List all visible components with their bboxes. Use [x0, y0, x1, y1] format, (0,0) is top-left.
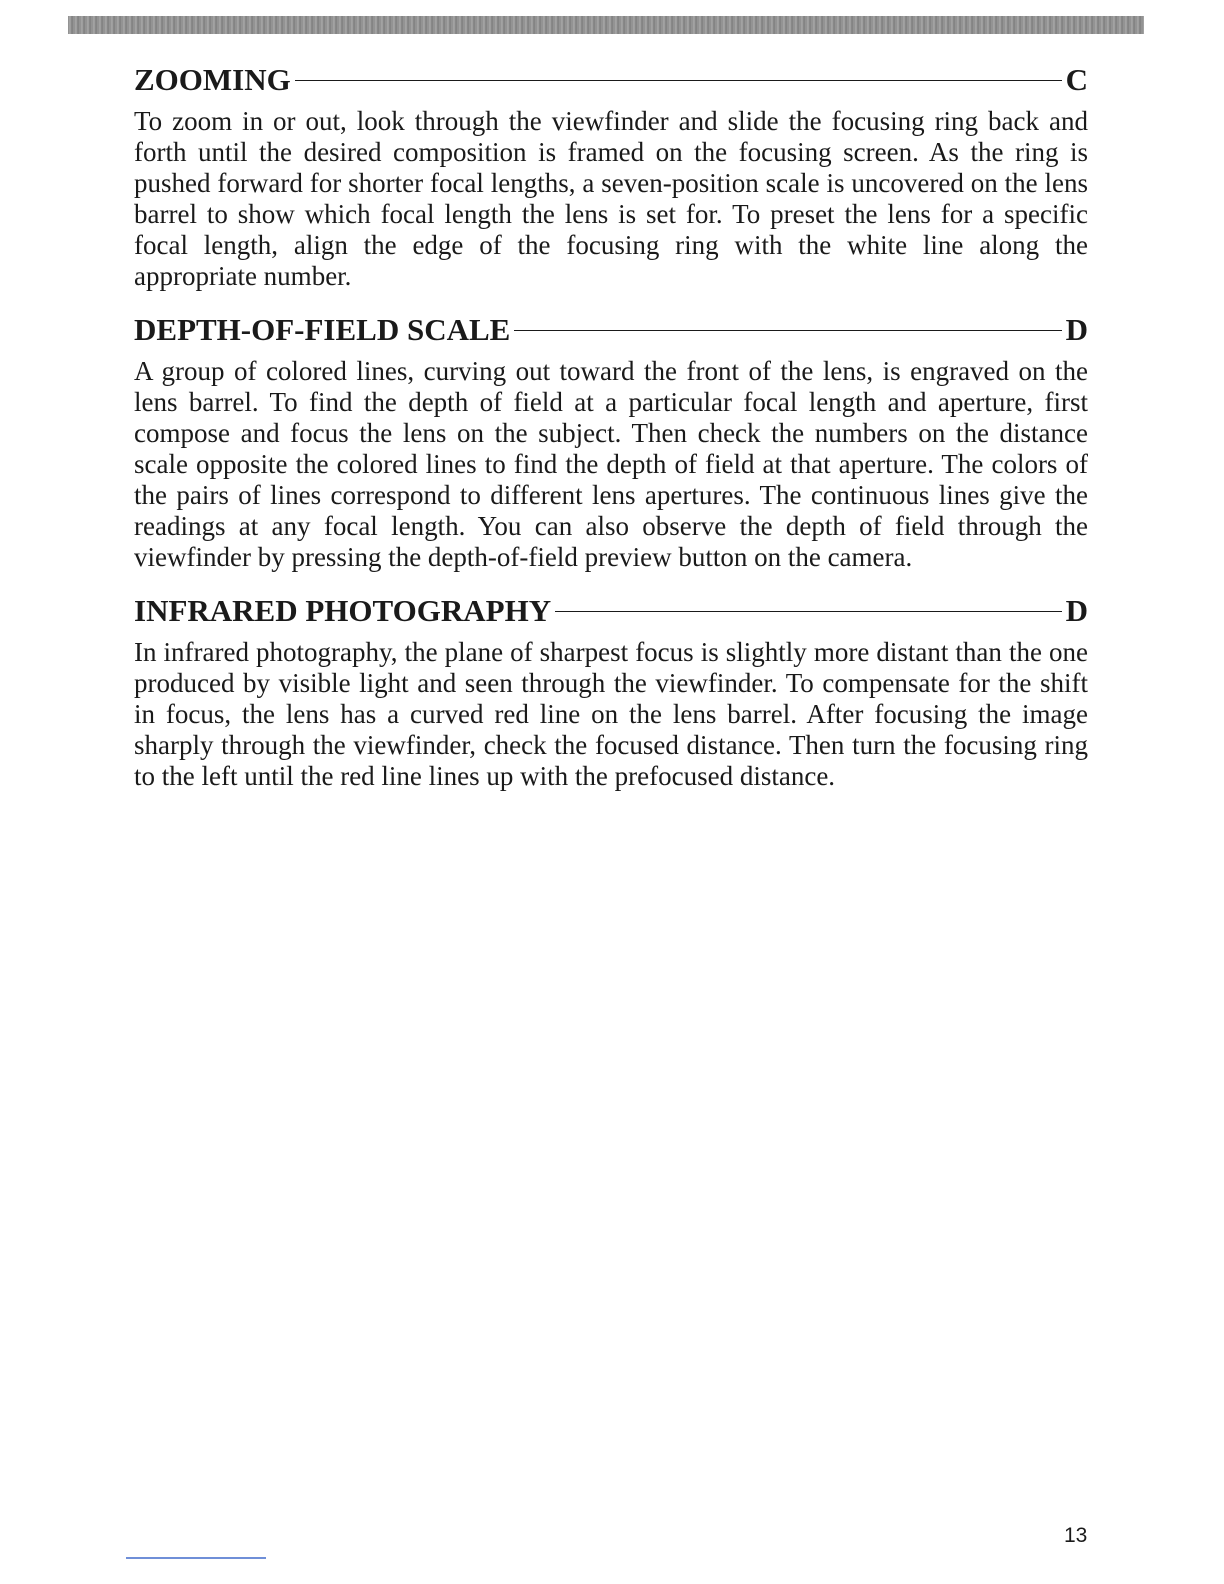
section-body: A group of colored lines, curving out toward the front of the lens, is engraved on the lens barrel. To find the depth of field at a particular focal length and aperture, first compose and focus the lens on the subject. Then check the numbers on the distance scale opposite the colored lines to find the depth of field at that aperture. The colors of the pairs of lines correspond to different lens apertures. The continuous lines give the readings at any focal length. You can also observe the depth of field through the viewfinder by pressing the depth-of-field preview button on the camera.: [134, 356, 1088, 572]
page-content: [134, 60, 1088, 810]
section-title: DEPTH-OF-FIELD SCALE: [134, 312, 511, 347]
section-reference-letter: C: [1065, 62, 1088, 97]
section-title: ZOOMING: [134, 62, 291, 97]
heading-rule: [555, 611, 1062, 612]
page-number: 13: [1064, 1524, 1088, 1547]
section-infrared-photography: [134, 591, 1088, 792]
heading-rule: [295, 80, 1062, 81]
section-heading: [134, 310, 1088, 350]
top-border-band: [68, 16, 1144, 34]
section-body: In infrared photography, the plane of sharpest focus is slightly more distant than the one produced by visible light and seen through the viewfinder. To compensate for the shift in focus, the lens has a curved red line on the lens barrel. After focusing the image sharply through the viewfinder, check the focused distance. Then turn the focusing ring to the left until the red line lines up with the prefocused distance.: [134, 637, 1088, 791]
section-zooming: [134, 60, 1088, 292]
section-title: INFRARED PHOTOGRAPHY: [134, 593, 552, 628]
section-body: To zoom in or out, look through the viewfinder and slide the focusing ring back and forth until the desired composition is framed on the focusing screen. As the ring is pushed forward for shorter focal lengths, a seven-position scale is uncovered on the lens barrel to show which focal length the lens is set for. To preset the lens for a specific focal length, align the edge of the focusing ring with the white line along the appropriate number.: [134, 106, 1088, 291]
section-reference-letter: D: [1065, 593, 1088, 628]
section-reference-letter: D: [1065, 312, 1088, 347]
section-depth-of-field-scale: [134, 310, 1088, 573]
section-heading: [134, 60, 1088, 100]
heading-rule: [514, 330, 1061, 331]
section-heading: [134, 591, 1088, 631]
bottom-edge-mark: [126, 1557, 266, 1559]
